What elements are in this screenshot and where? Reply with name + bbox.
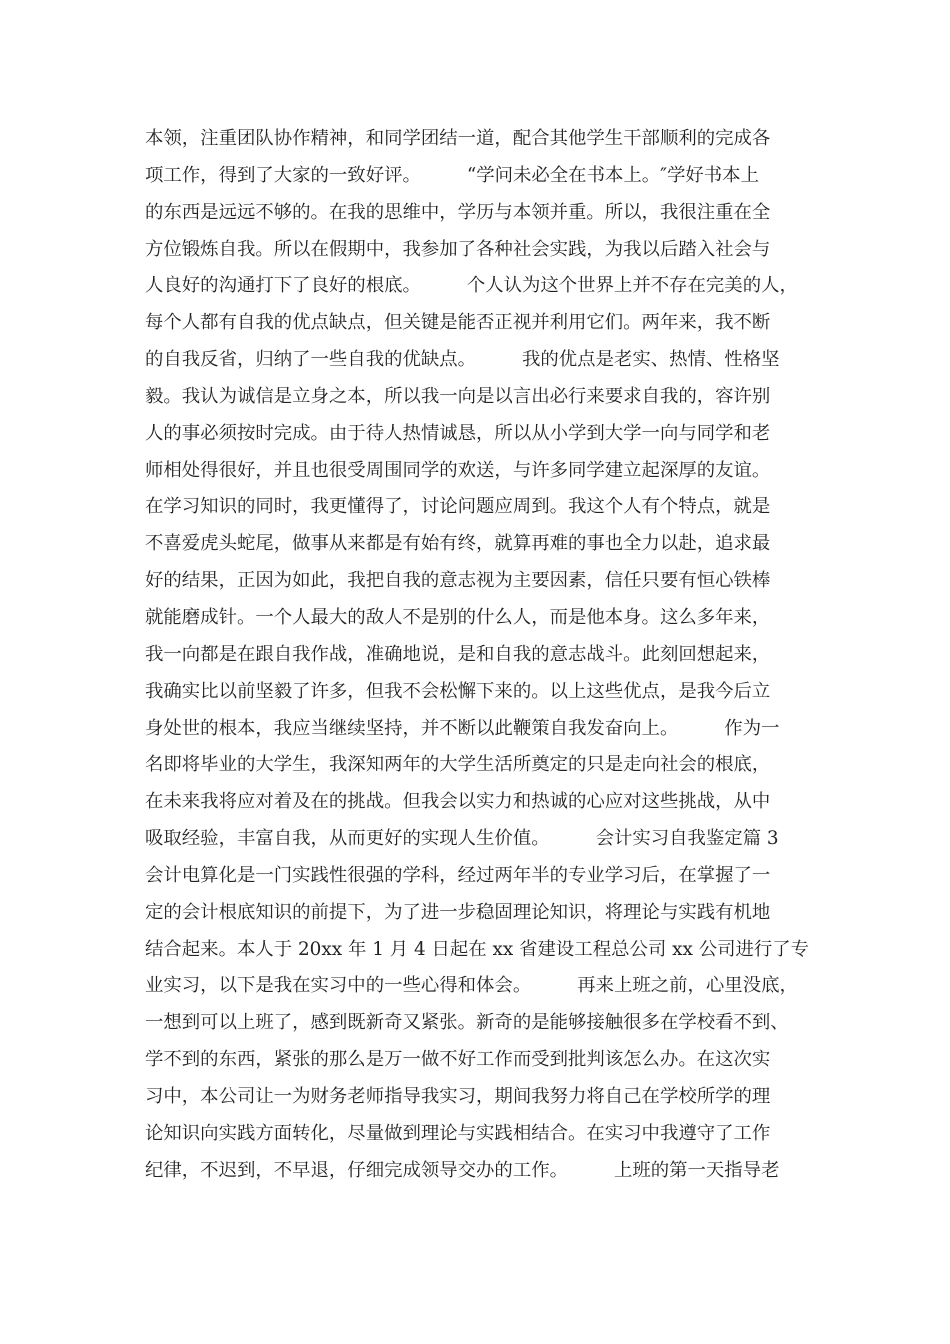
text-line: 在未来我将应对着及在的挑战。但我会以实力和热诚的心应对这些挑战，从中 <box>145 791 771 813</box>
text-line: 学不到的东西，紧张的那么是万一做不好工作而受到批判该怎么办。在这次实 <box>145 1049 771 1071</box>
text-line: 本领，注重团队协作精神，和同学团结一道，配合其他学生干部顺利的完成各 <box>145 128 771 149</box>
text-line: 一想到可以上班了，感到既新奇又紧张。新奇的是能够接触很多在学校看不到、 <box>145 1012 789 1034</box>
text-line: 论知识向实践方面转化，尽量做到理论与实践相结合。在实习中我遵守了工作 <box>145 1122 771 1144</box>
text-line: 的自我反省，归纳了一些自我的优缺点。 我的优点是老实、热情、性格坚 <box>145 349 780 371</box>
text-line: 习中，本公司让一为财务老师指导我实习，期间我努力将自己在学校所学的理 <box>145 1085 771 1107</box>
text-line: 不喜爱虎头蛇尾，做事从来都是有始有终，就算再难的事也全力以赴，追求最 <box>145 533 771 555</box>
text-line: 定的会计根底知识的前提下，为了进一步稳固理论知识，将理论与实践有机地 <box>145 901 771 923</box>
text-line: 项工作，得到了大家的一致好评。 “学问未必全在书本上。″学好书本上 <box>145 164 759 186</box>
text-line: 身处世的根本，我应当继续坚持，并不断以此鞭策自我发奋向上。 作为一 <box>145 717 780 739</box>
text-line: 名即将毕业的大学生，我深知两年的大学生活所奠定的只是走向社会的根底， <box>145 754 771 776</box>
text-line: 我一向都是在跟自我作战，准确地说，是和自我的意志战斗。此刻回想起来， <box>145 643 771 665</box>
text-line: 每个人都有自我的优点缺点，但关键是能否正视并利用它们。两年来，我不断 <box>145 312 771 334</box>
text-line: 的东西是远远不够的。在我的思维中，学历与本领并重。所以，我很注重在全 <box>145 201 771 223</box>
text-line: 在学习知识的同时，我更懂得了，讨论问题应周到。我这个人有个特点，就是 <box>145 496 771 518</box>
text-line: 业实习，以下是我在实习中的一些心得和体会。 再来上班之前，心里没底， <box>145 975 798 997</box>
text-line: 人良好的沟通打下了良好的根底。 个人认为这个世界上并不存在完美的人， <box>145 275 798 297</box>
text-line: 纪律，不迟到，不早退，仔细完成领导交办的工作。 上班的第一天指导老 <box>145 1159 780 1181</box>
text-line: 方位锻炼自我。所以在假期中，我参加了各种社会实践，为我以后踏入社会与 <box>145 238 771 260</box>
body-text <box>145 121 815 1189</box>
text-line: 就能磨成针。一个人最大的敌人不是别的什么人，而是他本身。这么多年来， <box>145 606 771 628</box>
text-line: 师相处得很好，并且也很受周围同学的欢送，与许多同学建立起深厚的友谊。 <box>145 459 771 481</box>
text-line: 毅。我认为诚信是立身之本，所以我一向是以言出必行来要求自我的，容许别 <box>145 385 771 407</box>
text-line: 结合起来。本人于 20xx 年 1 月 4 日起在 xx 省建设工程总公司 xx 公司进行了专 <box>145 938 810 960</box>
text-line: 会计电算化是一门实践性很强的学科，经过两年半的专业学习后，在掌握了一 <box>145 864 771 886</box>
text-line: 我确实比以前坚毅了许多，但我不会松懈下来的。以上这些优点，是我今后立 <box>145 680 771 702</box>
text-line: 吸取经验，丰富自我，从而更好的实现人生价值。 会计实习自我鉴定篇 3 <box>145 828 779 850</box>
text-line: 人的事必须按时完成。由于待人热情诚恳，所以从小学到大学一向与同学和老 <box>145 422 771 444</box>
text-line: 好的结果，正因为如此，我把自我的意志视为主要因素，信任只要有恒心铁棒 <box>145 570 771 592</box>
